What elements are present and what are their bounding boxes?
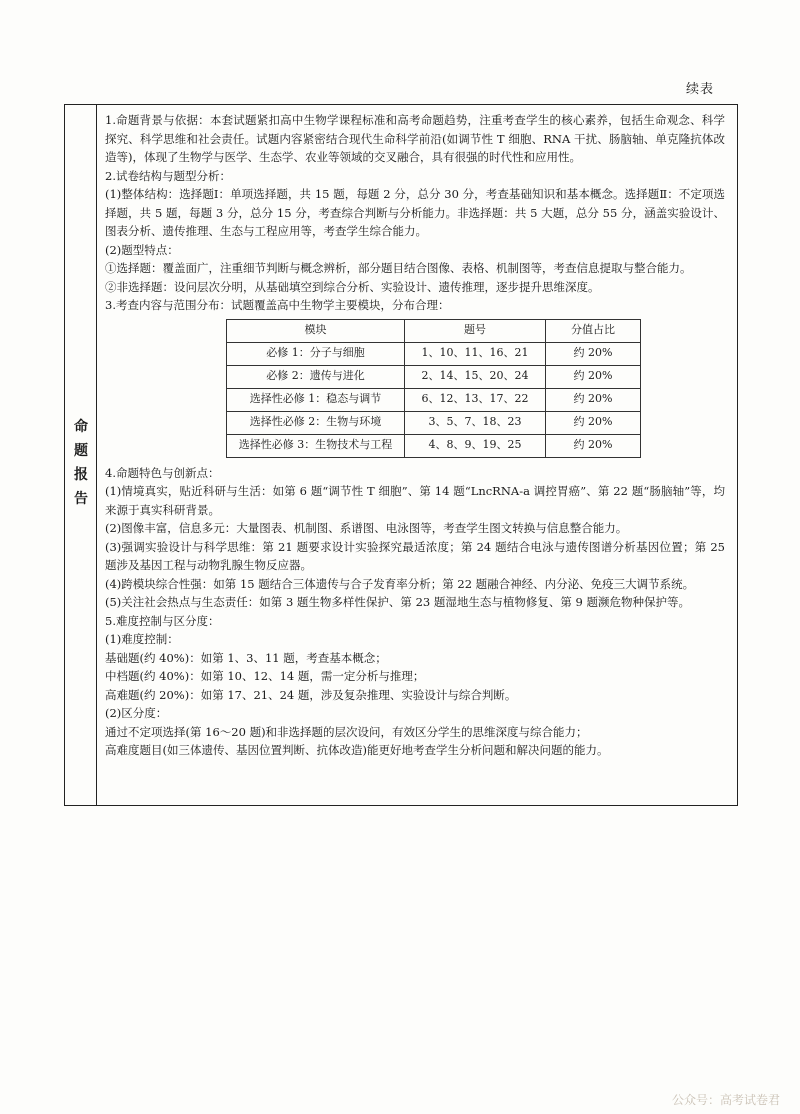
paragraph: 1.命题背景与依据：本套试题紧扣高中生物学课程标准和高考命题趋势，注重考查学生的核心素养，包括生命观念、科学探究、科学思维和社会责任。试题内容紧密结合现代生命科学前沿(如调节性 T 细胞、RNA 干扰、肠脑轴、单克隆抗体改造等)，体现了生物学与医学、生态学、农业等领域的交叉融合，具有很强的时代性和应用性。 <box>105 113 725 164</box>
continued-label: 续表 <box>686 82 715 97</box>
paragraph: ②非选择题：设问层次分明，从基础填空到综合分析、实验设计、遗传推理，逐步提升思维深度。 <box>105 279 600 294</box>
table-cell: 约 20% <box>546 434 641 457</box>
table-cell: 约 20% <box>546 388 641 411</box>
table-cell: 3、5、7、18、23 <box>405 411 546 434</box>
table-cell: 约 20% <box>546 365 641 388</box>
table-cell: 必修 2：遗传与进化 <box>227 365 405 388</box>
table-row <box>227 434 641 457</box>
table-cell: 6、12、13、17、22 <box>405 388 546 411</box>
paragraph: (2)图像丰富，信息多元：大量图表、机制图、系谱图、电泳图等，考查学生图文转换与信息整合能力。 <box>105 521 628 535</box>
table-header-row <box>227 319 641 342</box>
paragraph: 3.考查内容与范围分布：试题覆盖高中生物学主要模块，分布合理： <box>105 298 450 312</box>
table-cell: 约 20% <box>546 411 641 434</box>
paragraph: (4)跨模块综合性强：如第 15 题结合三体遗传与合子发育率分析；第 22 题融合神经、内分泌、免疫三大调节系统。 <box>105 576 695 591</box>
paragraph: (1)难度控制： <box>105 632 179 646</box>
paragraph: (2)区分度： <box>105 706 168 720</box>
distribution-table <box>226 319 641 458</box>
paragraph: 高难题(约 20%)：如第 17、21、24 题，涉及复杂推理、实验设计与综合判断。 <box>105 687 517 702</box>
paragraph: 4.命题特色与创新点： <box>105 465 220 480</box>
paragraph: (5)关注社会热点与生态责任：如第 3 题生物多样性保护、第 23 题湿地生态与植物修复、第 9 题濒危物种保护等。 <box>105 595 690 609</box>
table-header: 模块 <box>227 319 405 342</box>
watermark: 公众号：高考试卷君 <box>671 1093 780 1107</box>
side-label-column <box>65 105 97 805</box>
paragraph: ①选择题：覆盖面广，注重细节判断与概念辨析，部分题目结合图像、表格、机制图等，考查信息提取与整合能力。 <box>105 261 692 275</box>
paragraph: 基础题(约 40%)：如第 1、3、11 题，考查基本概念； <box>105 650 387 665</box>
side-label-char: 报 <box>74 467 88 483</box>
side-label-char: 告 <box>74 491 88 507</box>
side-label-char: 题 <box>74 443 88 459</box>
table-row <box>227 411 641 434</box>
table-cell: 必修 1：分子与细胞 <box>227 342 405 365</box>
paragraph: 5.难度控制与区分度： <box>105 613 220 628</box>
table-row <box>227 342 641 365</box>
paragraph: 高难度题目(如三体遗传、基因位置判断、抗体改造)能更好地考查学生分析问题和解决问题的能力。 <box>105 743 609 757</box>
table-cell: 选择性必修 2：生物与环境 <box>227 411 405 434</box>
paragraph: 2.试卷结构与题型分析： <box>105 168 231 183</box>
table-cell: 约 20% <box>546 342 641 365</box>
table-cell: 选择性必修 1：稳态与调节 <box>227 388 405 411</box>
table-row <box>227 365 641 388</box>
table-header: 题号 <box>405 319 546 342</box>
table-header: 分值占比 <box>546 319 641 342</box>
table-row <box>227 388 641 411</box>
report-frame <box>64 104 738 806</box>
paragraph: (1)情境真实，贴近科研与生活：如第 6 题“调节性 T 细胞”、第 14 题“LncRNA-a 调控胃癌”、第 22 题“肠脑轴”等，均来源于真实科研背景。 <box>105 484 725 517</box>
table-cell: 2、14、15、20、24 <box>405 365 546 388</box>
paragraph: 通过不定项选择(第 16～20 题)和非选择题的层次设问，有效区分学生的思维深度与综合能力； <box>105 724 588 739</box>
paragraph: (3)强调实验设计与科学思维：第 21 题要求设计实验探究最适浓度；第 24 题结合电泳与遗传图谱分析基因位置；第 25 题涉及基因工程与动物乳腺生物反应器。 <box>105 539 725 572</box>
report-content <box>105 111 725 760</box>
paragraph: (2)题型特点： <box>105 242 179 257</box>
table-cell: 4、8、9、19、25 <box>405 434 546 457</box>
paragraph: 中档题(约 40%)：如第 10、12、14 题，需一定分析与推理； <box>105 669 425 683</box>
side-label <box>65 415 97 511</box>
side-label-char: 命 <box>74 419 88 435</box>
table-cell: 选择性必修 3：生物技术与工程 <box>227 434 405 457</box>
paragraph: (1)整体结构：选择题Ⅰ：单项选择题，共 15 题，每题 2 分，总分 30 分，考查基础知识和基本概念。选择题Ⅱ：不定项选择题，共 5 题，每题 3 分，总分 15 分，考查综合判断与分析能力。非选择题：共 5 大题，总分 55 分，涵盖实验设计、图表分析、遗传推理、生态与工程应用等，考查学生综合能力。 <box>105 187 725 238</box>
table-cell: 1、10、11、16、21 <box>405 342 546 365</box>
